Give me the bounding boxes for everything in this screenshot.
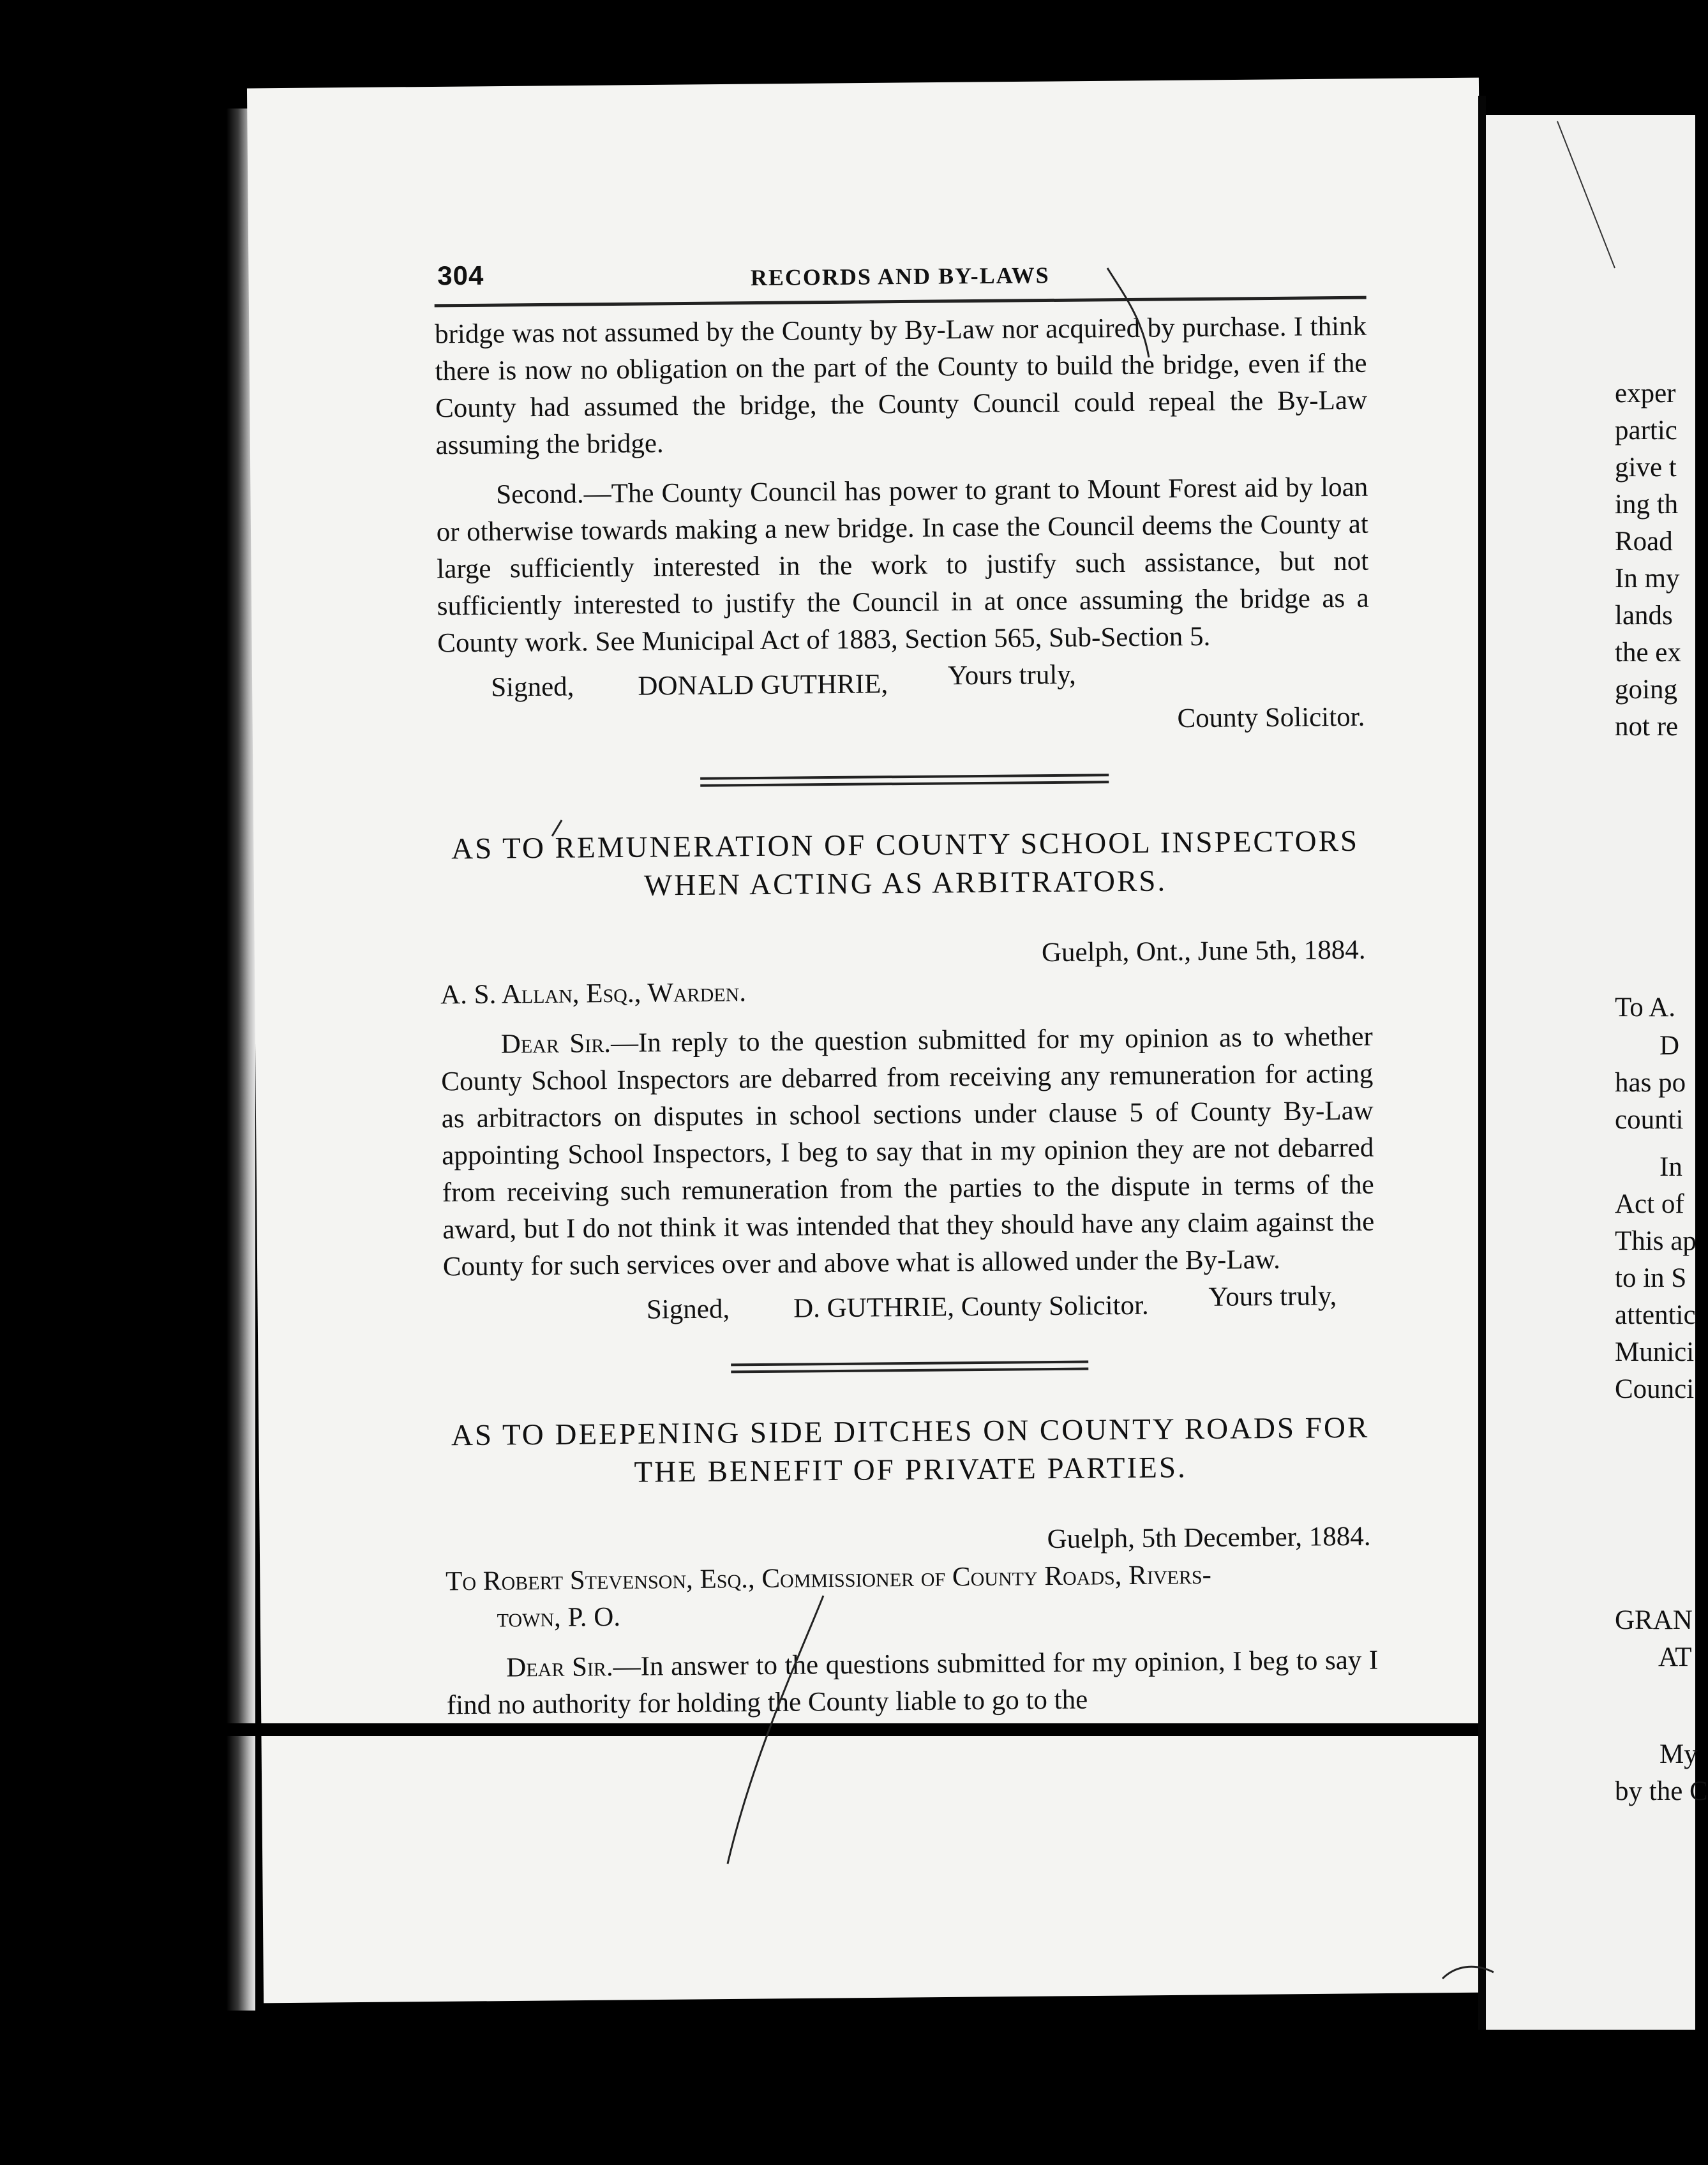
facing-page-fragment: not re: [1615, 712, 1679, 742]
letter1-continuation: bridge was not assumed by the County by By-Law nor acquired by purchase. I think there is now no obligation on the part of the County to build the bridge, even if the County had assumed the bridge, the County Council could repeal the By-Law assuming the bridge.: [434, 311, 1368, 461]
section2-salutation: Dear Sir.: [500, 1028, 611, 1060]
section3-title: AS TO DEEPENING SIDE DITCHES ON COUNTY ROADS FOR THE BENEFIT OF PRIVATE PARTIES.: [451, 1411, 1370, 1489]
facing-page-fragment: D: [1659, 1031, 1680, 1061]
pen-stroke-1: [1107, 268, 1149, 357]
letter1-closing: Yours truly,: [947, 659, 1076, 691]
facing-page-fragment: Munici: [1615, 1337, 1695, 1367]
facing-page-fragment: In my: [1615, 564, 1680, 594]
facing-page-fragment: partic: [1615, 416, 1677, 446]
section3-date: Guelph, 5th December, 1884.: [1047, 1521, 1371, 1555]
facing-page-fragment: has po: [1615, 1068, 1686, 1098]
section3-salutation: Dear Sir.: [506, 1652, 613, 1683]
facing-page-fragment: give t: [1615, 453, 1677, 483]
section2-signature: D. GUTHRIE, County Solicitor.: [793, 1290, 1149, 1324]
facing-page-fragment: This ap: [1615, 1226, 1697, 1256]
facing-page-fragment: Road: [1615, 527, 1673, 557]
section3-addressee-line1: To Robert Stevenson, Esq., Commissioner of County Roads, Rivers-: [445, 1559, 1212, 1597]
section2-addressee: A. S. Allan, Esq., Warden.: [440, 977, 747, 1010]
facing-page-fragment: To A.: [1615, 993, 1675, 1023]
section3-addressee-line2: town, P. O.: [497, 1601, 621, 1633]
facing-page-fragment: Counci: [1615, 1374, 1695, 1404]
facing-page-fragment: My: [1659, 1739, 1698, 1769]
facing-page-fragment: going: [1615, 675, 1677, 705]
pen-stroke-5: [1442, 1966, 1494, 1979]
facing-page-fragment: exper: [1615, 378, 1676, 408]
section3-body: —In answer to the questions submitted for my opinion, I beg to say I find no authority for holding the County liable to go to the: [446, 1645, 1379, 1721]
facing-page-fragment: attentic: [1615, 1300, 1696, 1330]
facing-page-fragment: In: [1659, 1152, 1682, 1182]
running-title: RECORDS AND BY-LAWS: [750, 262, 1050, 291]
facing-page-fragment: ing th: [1615, 490, 1679, 520]
section2-signed-label: Signed,: [646, 1294, 730, 1325]
letter1-signed-label: Signed,: [491, 671, 574, 703]
letter1-second-text: Second.—The County Council has power to grant to Mount Forest aid by loan or otherwise towards making a new bridge. In case the Council deems the County at large sufficiently interested in the work to justify such assistance, but not sufficiently interested to justify the Council in at once assuming the bridge as a County work. See Municipal Act of 1883, Section 565, Sub-Section 5.: [436, 472, 1369, 659]
facing-page-fragment: the ex: [1615, 638, 1681, 668]
pen-stroke-4: [1557, 121, 1615, 268]
pen-stroke-2: [552, 820, 562, 836]
section2-body: —In reply to the question submitted for my opinion as to whether County School Inspectors are debarred from receiving any remuneration for acting as arbitractors on disputes in school sections under clause 5 of County By-Law appointing School Inspectors, I beg to say that in my opinion they are not debarred from receiving such remuneration from the parties to the dispute in terms of the award, but I do not think it was intended that they should have any claim against the County for such services over and above what is allowed under the By-Law.: [441, 1021, 1375, 1282]
section2-date: Guelph, Ont., June 5th, 1884.: [1041, 934, 1366, 968]
facing-page-fragment: counti: [1615, 1105, 1684, 1135]
section2-title: AS TO REMUNERATION OF COUNTY SCHOOL INSPECTORS WHEN ACTING AS ARBITRATORS.: [451, 824, 1360, 903]
facing-page-fragment: lands: [1615, 601, 1673, 631]
page-number: 304: [437, 260, 484, 291]
facing-page-fragment: GRAN: [1615, 1605, 1693, 1635]
facing-page-fragment: by the C: [1615, 1776, 1708, 1806]
section2-closing: Yours truly,: [1208, 1281, 1337, 1312]
pen-stroke-3: [728, 1596, 823, 1864]
facing-page-fragment: Act of: [1615, 1189, 1684, 1219]
letter1-signature: DONALD GUTHRIE, County Solicitor.: [638, 669, 1365, 734]
facing-page-fragment: AT: [1658, 1642, 1692, 1672]
facing-page-fragment: to in S: [1615, 1263, 1687, 1293]
